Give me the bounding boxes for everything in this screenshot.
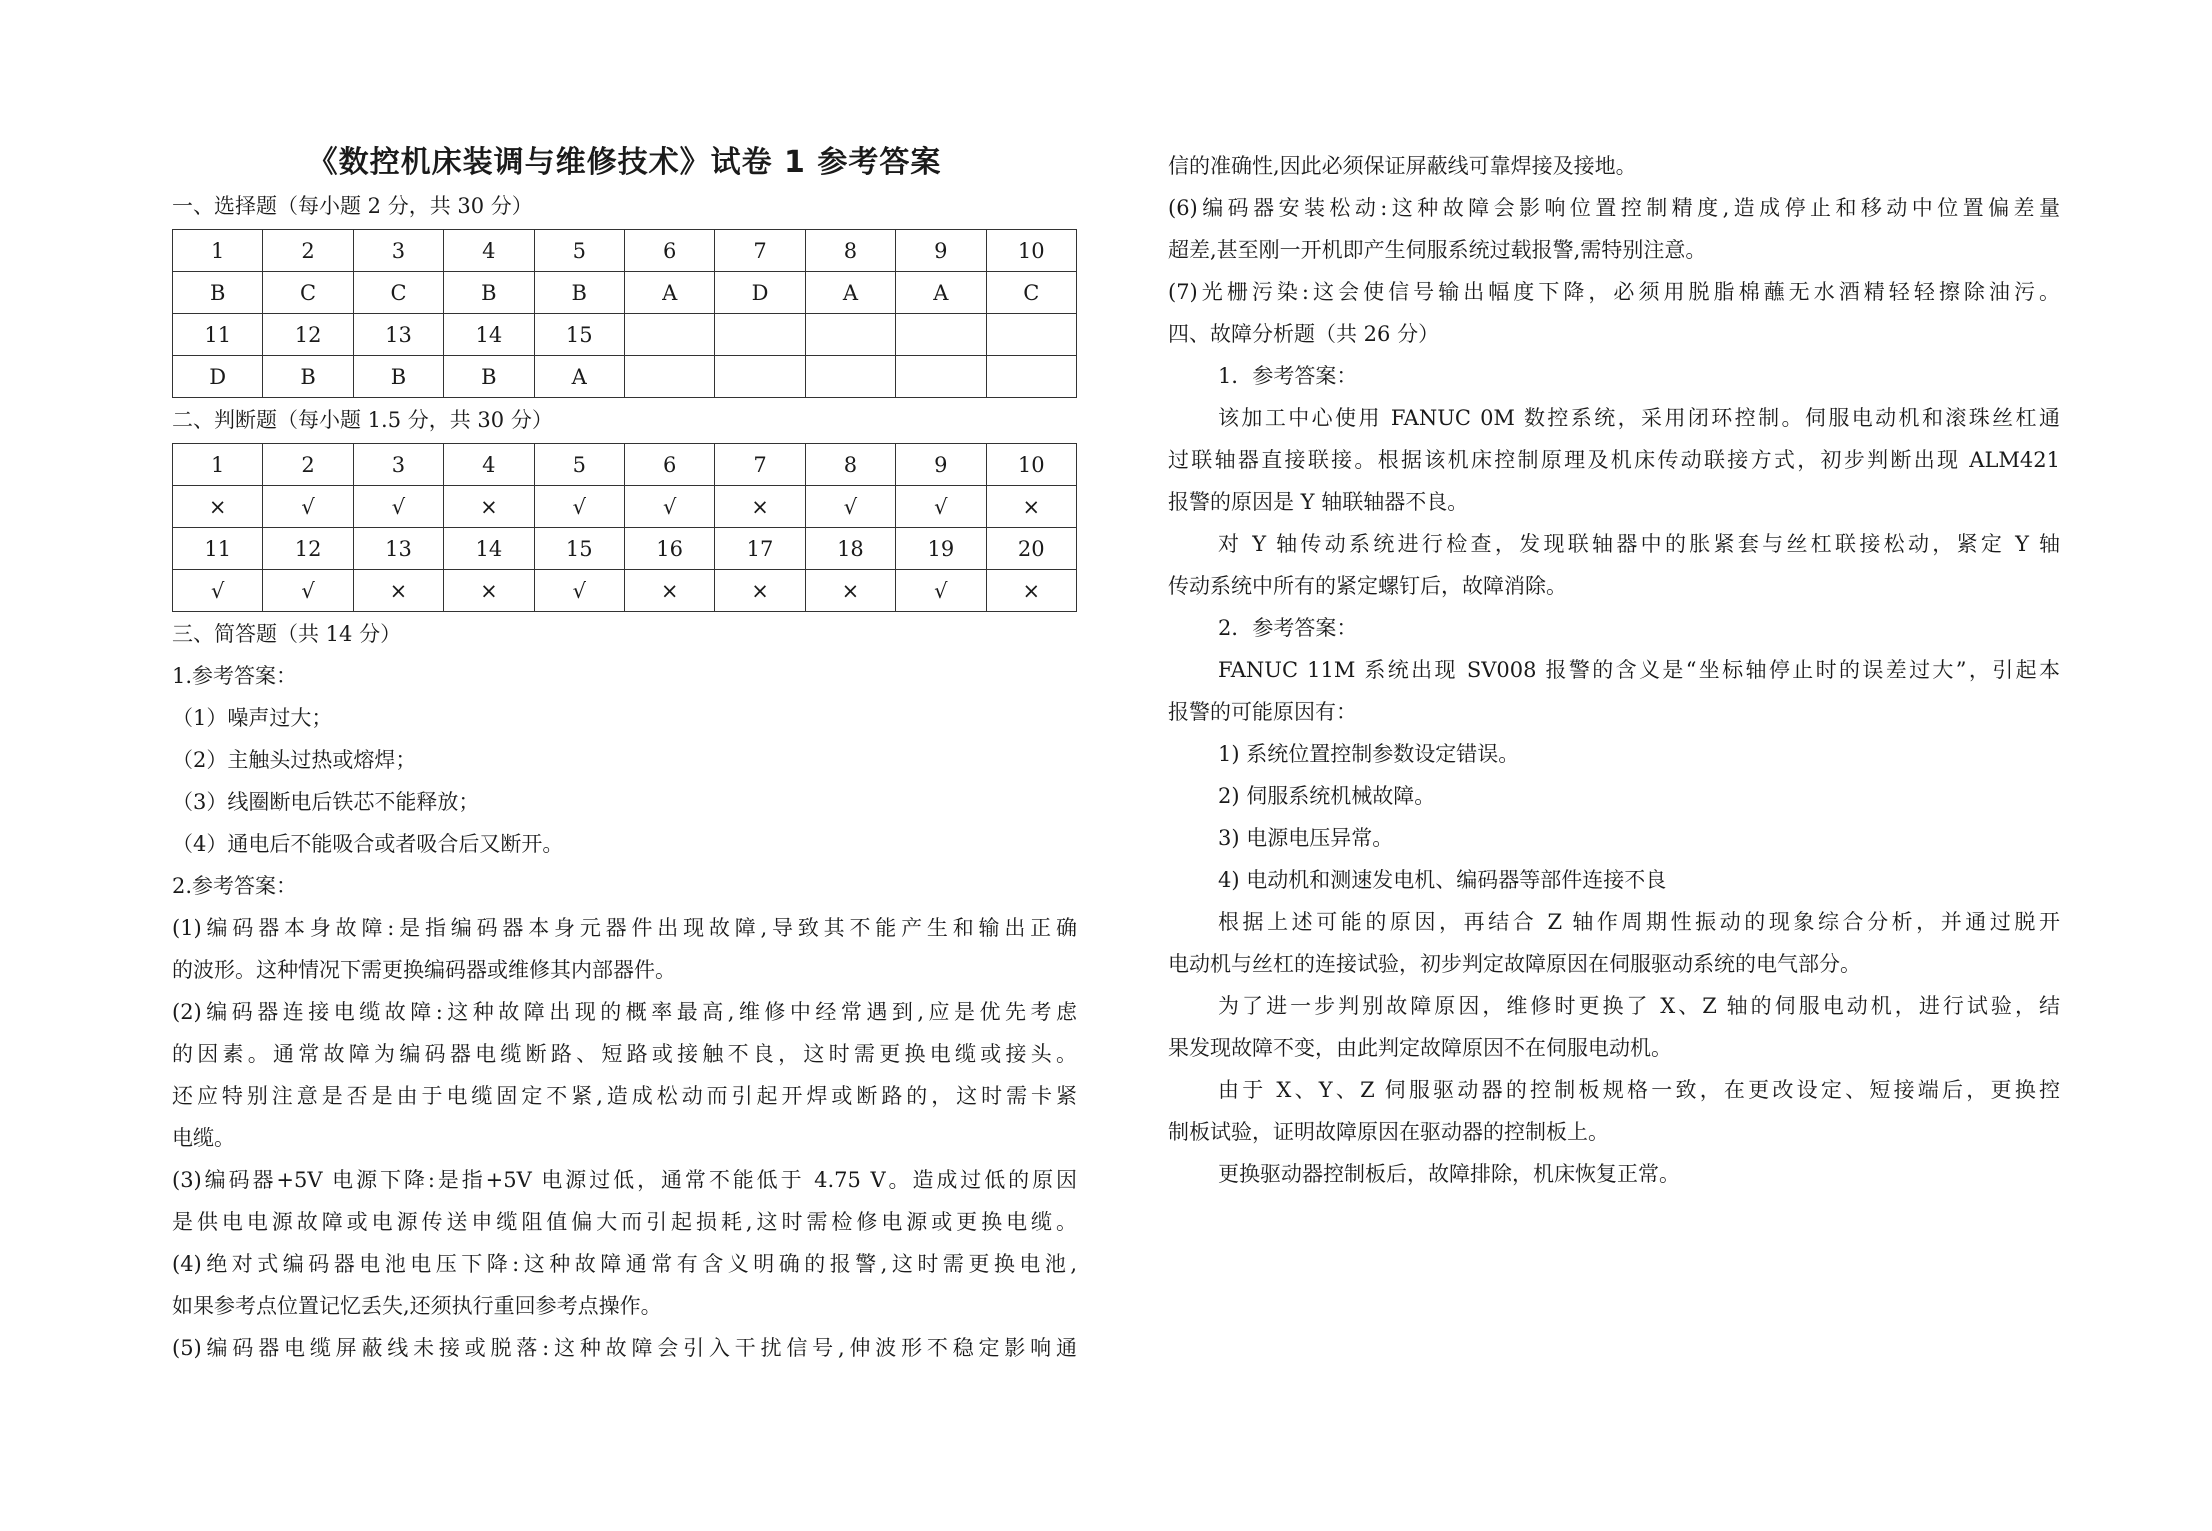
question-number-cell: 9 <box>896 230 986 272</box>
answer-cell: √ <box>896 570 986 612</box>
answer-cell: B <box>444 356 534 398</box>
answer-cell <box>805 356 895 398</box>
answer-cell: × <box>624 570 714 612</box>
question-number-cell: 11 <box>173 314 263 356</box>
table-row <box>173 230 1077 272</box>
answer-cell: × <box>986 570 1076 612</box>
q1-item: （1）噪声过大； <box>172 706 333 730</box>
question-number-cell: 14 <box>444 528 534 570</box>
section-2-heading: 二、判断题（每小题 1.5 分，共 30 分） <box>172 408 553 432</box>
answer-cell <box>624 356 714 398</box>
answer-cell: B <box>263 356 353 398</box>
answer-cell: A <box>624 272 714 314</box>
paragraph-line: FANUC 11M 系统出现 SV008 报警的含义是“坐标轴停止时的误差过大”，引起本 <box>1218 658 2060 682</box>
question-number-cell: 12 <box>263 528 353 570</box>
answer-cell: × <box>444 486 534 528</box>
question-number-cell: 4 <box>444 444 534 486</box>
paragraph-line: 还应特别注意是否是由于电缆固定不紧,造成松动而引起开焊或断路的，这时需卡紧 <box>172 1084 1077 1108</box>
question-number-cell: 16 <box>624 528 714 570</box>
answer-cell: √ <box>173 570 263 612</box>
answer-cell: A <box>534 356 624 398</box>
question-number-cell: 10 <box>986 444 1076 486</box>
answer-cell: × <box>173 486 263 528</box>
paragraph-line: (7)光栅污染:这会使信号输出幅度下降，必须用脱脂棉蘸无水酒精轻轻擦除油污。 <box>1168 280 2060 304</box>
paragraph-line: 更换驱动器控制板后，故障排除，机床恢复正常。 <box>1218 1162 1680 1186</box>
question-number-cell: 13 <box>353 314 443 356</box>
answer-cell: √ <box>263 486 353 528</box>
q1-item: （4）通电后不能吸合或者吸合后又断开。 <box>172 832 564 856</box>
table-row <box>173 444 1077 486</box>
question-number-cell: 19 <box>896 528 986 570</box>
answer-cell: √ <box>353 486 443 528</box>
question-number-cell: 14 <box>444 314 534 356</box>
question-number-cell <box>805 314 895 356</box>
question-number-cell: 4 <box>444 230 534 272</box>
paragraph-line: 的波形。这种情况下需更换编码器或维修其内部器件。 <box>172 958 676 982</box>
table-row <box>173 570 1077 612</box>
paragraph-line: 信的准确性,因此必须保证屏蔽线可靠焊接及接地。 <box>1168 154 1637 178</box>
question-number-cell: 13 <box>353 528 443 570</box>
q1-answer-heading: 1.参考答案： <box>172 664 298 688</box>
answer-cell: C <box>353 272 443 314</box>
paragraph-line: (2)编码器连接电缆故障:这种故障出现的概率最高,维修中经常遇到,应是优先考虑 <box>172 1000 1077 1024</box>
question-number-cell: 8 <box>805 444 895 486</box>
q1-item: （3）线圈断电后铁芯不能释放； <box>172 790 480 814</box>
paragraph-line: 该加工中心使用 FANUC 0M 数控系统，采用闭环控制。伺服电动机和滚珠丝杠通 <box>1218 406 2060 430</box>
paragraph-line: 报警的可能原因有： <box>1168 700 1357 724</box>
cause-item: 3) 电源电压异常。 <box>1218 826 1394 850</box>
answer-cell: B <box>173 272 263 314</box>
question-number-cell: 17 <box>715 528 805 570</box>
question-number-cell: 8 <box>805 230 895 272</box>
question-number-cell: 9 <box>896 444 986 486</box>
question-number-cell: 2 <box>263 444 353 486</box>
question-number-cell <box>624 314 714 356</box>
answer-cell <box>715 356 805 398</box>
paragraph-line: 根据上述可能的原因，再结合 Z 轴作周期性振动的现象综合分析，并通过脱开 <box>1218 910 2060 934</box>
paragraph-line: (6)编码器安装松动:这种故障会影响位置控制精度,造成停止和移动中位置偏差量 <box>1168 196 2060 220</box>
answer-cell: √ <box>534 570 624 612</box>
paragraph-line: 的因素。通常故障为编码器电缆断路、短路或接触不良，这时需更换电缆或接头。 <box>172 1042 1077 1066</box>
paragraph-line: 过联轴器直接联接。根据该机床控制原理及机床传动联接方式，初步判断出现 ALM421 <box>1168 448 2060 472</box>
answer-cell: C <box>986 272 1076 314</box>
answer-cell: √ <box>263 570 353 612</box>
cause-item: 4) 电动机和测速发电机、编码器等部件连接不良 <box>1218 868 1667 892</box>
answer-cell: √ <box>896 486 986 528</box>
section-3-heading: 三、简答题（共 14 分） <box>172 622 402 646</box>
table-row <box>173 314 1077 356</box>
question-number-cell: 15 <box>534 314 624 356</box>
q1-item: （2）主触头过热或熔焊； <box>172 748 417 772</box>
answer-cell: √ <box>805 486 895 528</box>
paragraph-line: 由于 X、Y、Z 伺服驱动器的控制板规格一致，在更改设定、短接端后，更换控 <box>1218 1078 2060 1102</box>
answer-cell: × <box>986 486 1076 528</box>
answer-cell: × <box>715 570 805 612</box>
answer-cell: D <box>715 272 805 314</box>
question-number-cell: 12 <box>263 314 353 356</box>
answer-cell: B <box>534 272 624 314</box>
table-row <box>173 356 1077 398</box>
q2-answer-heading: 2.参考答案： <box>172 874 298 898</box>
answer-cell <box>986 356 1076 398</box>
analysis-1-heading: 1．参考答案： <box>1218 364 1358 388</box>
document-title: 《数控机床装调与维修技术》试卷 1 参考答案 <box>307 145 942 180</box>
paragraph-line: (5)编码器电缆屏蔽线未接或脱落:这种故障会引入干扰信号,伸波形不稳定影响通 <box>172 1336 1077 1360</box>
question-number-cell <box>715 314 805 356</box>
paragraph-line: 超差,甚至刚一开机即产生伺服系统过载报警,需特别注意。 <box>1168 238 1707 262</box>
question-number-cell: 11 <box>173 528 263 570</box>
paragraph-line: (4)绝对式编码器电池电压下降:这种故障通常有含义明确的报警,这时需更换电池, <box>172 1252 1077 1276</box>
paragraph-line: 报警的原因是 Y 轴联轴器不良。 <box>1168 490 1469 514</box>
answer-cell: × <box>444 570 534 612</box>
question-number-cell: 7 <box>715 444 805 486</box>
cause-item: 2) 伺服系统机械故障。 <box>1218 784 1436 808</box>
question-number-cell <box>986 314 1076 356</box>
choice-answer-table <box>172 229 1077 398</box>
question-number-cell: 1 <box>173 230 263 272</box>
question-number-cell: 1 <box>173 444 263 486</box>
paragraph-line: (1)编码器本身故障:是指编码器本身元器件出现故障,导致其不能产生和输出正确 <box>172 916 1077 940</box>
question-number-cell: 3 <box>353 230 443 272</box>
paragraph-line: 制板试验，证明故障原因在驱动器的控制板上。 <box>1168 1120 1609 1144</box>
question-number-cell: 20 <box>986 528 1076 570</box>
answer-cell: A <box>805 272 895 314</box>
answer-cell: B <box>353 356 443 398</box>
paragraph-line: 如果参考点位置记忆丢失,还须执行重回参考点操作。 <box>172 1294 662 1318</box>
judgement-answer-table <box>172 443 1077 612</box>
question-number-cell: 6 <box>624 230 714 272</box>
answer-cell <box>896 356 986 398</box>
section-1-heading: 一、选择题（每小题 2 分，共 30 分） <box>172 194 533 218</box>
answer-cell: B <box>444 272 534 314</box>
question-number-cell <box>896 314 986 356</box>
question-number-cell: 3 <box>353 444 443 486</box>
question-number-cell: 5 <box>534 444 624 486</box>
paragraph-line: 为了进一步判别故障原因，维修时更换了 X、Z 轴的伺服电动机，进行试验，结 <box>1218 994 2060 1018</box>
question-number-cell: 18 <box>805 528 895 570</box>
question-number-cell: 5 <box>534 230 624 272</box>
paragraph-line: 对 Y 轴传动系统进行检查，发现联轴器中的胀紧套与丝杠联接松动，紧定 Y 轴 <box>1218 532 2060 556</box>
analysis-2-heading: 2．参考答案： <box>1218 616 1358 640</box>
paragraph-line: 传动系统中所有的紧定螺钉后，故障消除。 <box>1168 574 1567 598</box>
answer-cell: × <box>805 570 895 612</box>
question-number-cell: 2 <box>263 230 353 272</box>
paragraph-line: (3)编码器+5V 电源下降:是指+5V 电源过低，通常不能低于 4.75 V。造成过低的原因 <box>172 1168 1077 1192</box>
answer-cell: √ <box>624 486 714 528</box>
table-row <box>173 486 1077 528</box>
answer-cell: × <box>353 570 443 612</box>
answer-cell: √ <box>534 486 624 528</box>
paragraph-line: 是供电电源故障或电源传送申缆阻值偏大而引起损耗,这时需检修电源或更换电缆。 <box>172 1210 1077 1234</box>
paragraph-line: 电动机与丝杠的连接试验，初步判定故障原因在伺服驱动系统的电气部分。 <box>1168 952 1861 976</box>
table-row <box>173 272 1077 314</box>
answer-cell: D <box>173 356 263 398</box>
section-4-heading: 四、故障分析题（共 26 分） <box>1168 322 1440 346</box>
cause-item: 1) 系统位置控制参数设定错误。 <box>1218 742 1520 766</box>
paragraph-line: 果发现故障不变，由此判定故障原因不在伺服电动机。 <box>1168 1036 1672 1060</box>
answer-cell: × <box>715 486 805 528</box>
question-number-cell: 15 <box>534 528 624 570</box>
answer-cell: C <box>263 272 353 314</box>
question-number-cell: 6 <box>624 444 714 486</box>
question-number-cell: 10 <box>986 230 1076 272</box>
paragraph-line: 电缆。 <box>172 1126 235 1150</box>
table-row <box>173 528 1077 570</box>
question-number-cell: 7 <box>715 230 805 272</box>
answer-cell: A <box>896 272 986 314</box>
